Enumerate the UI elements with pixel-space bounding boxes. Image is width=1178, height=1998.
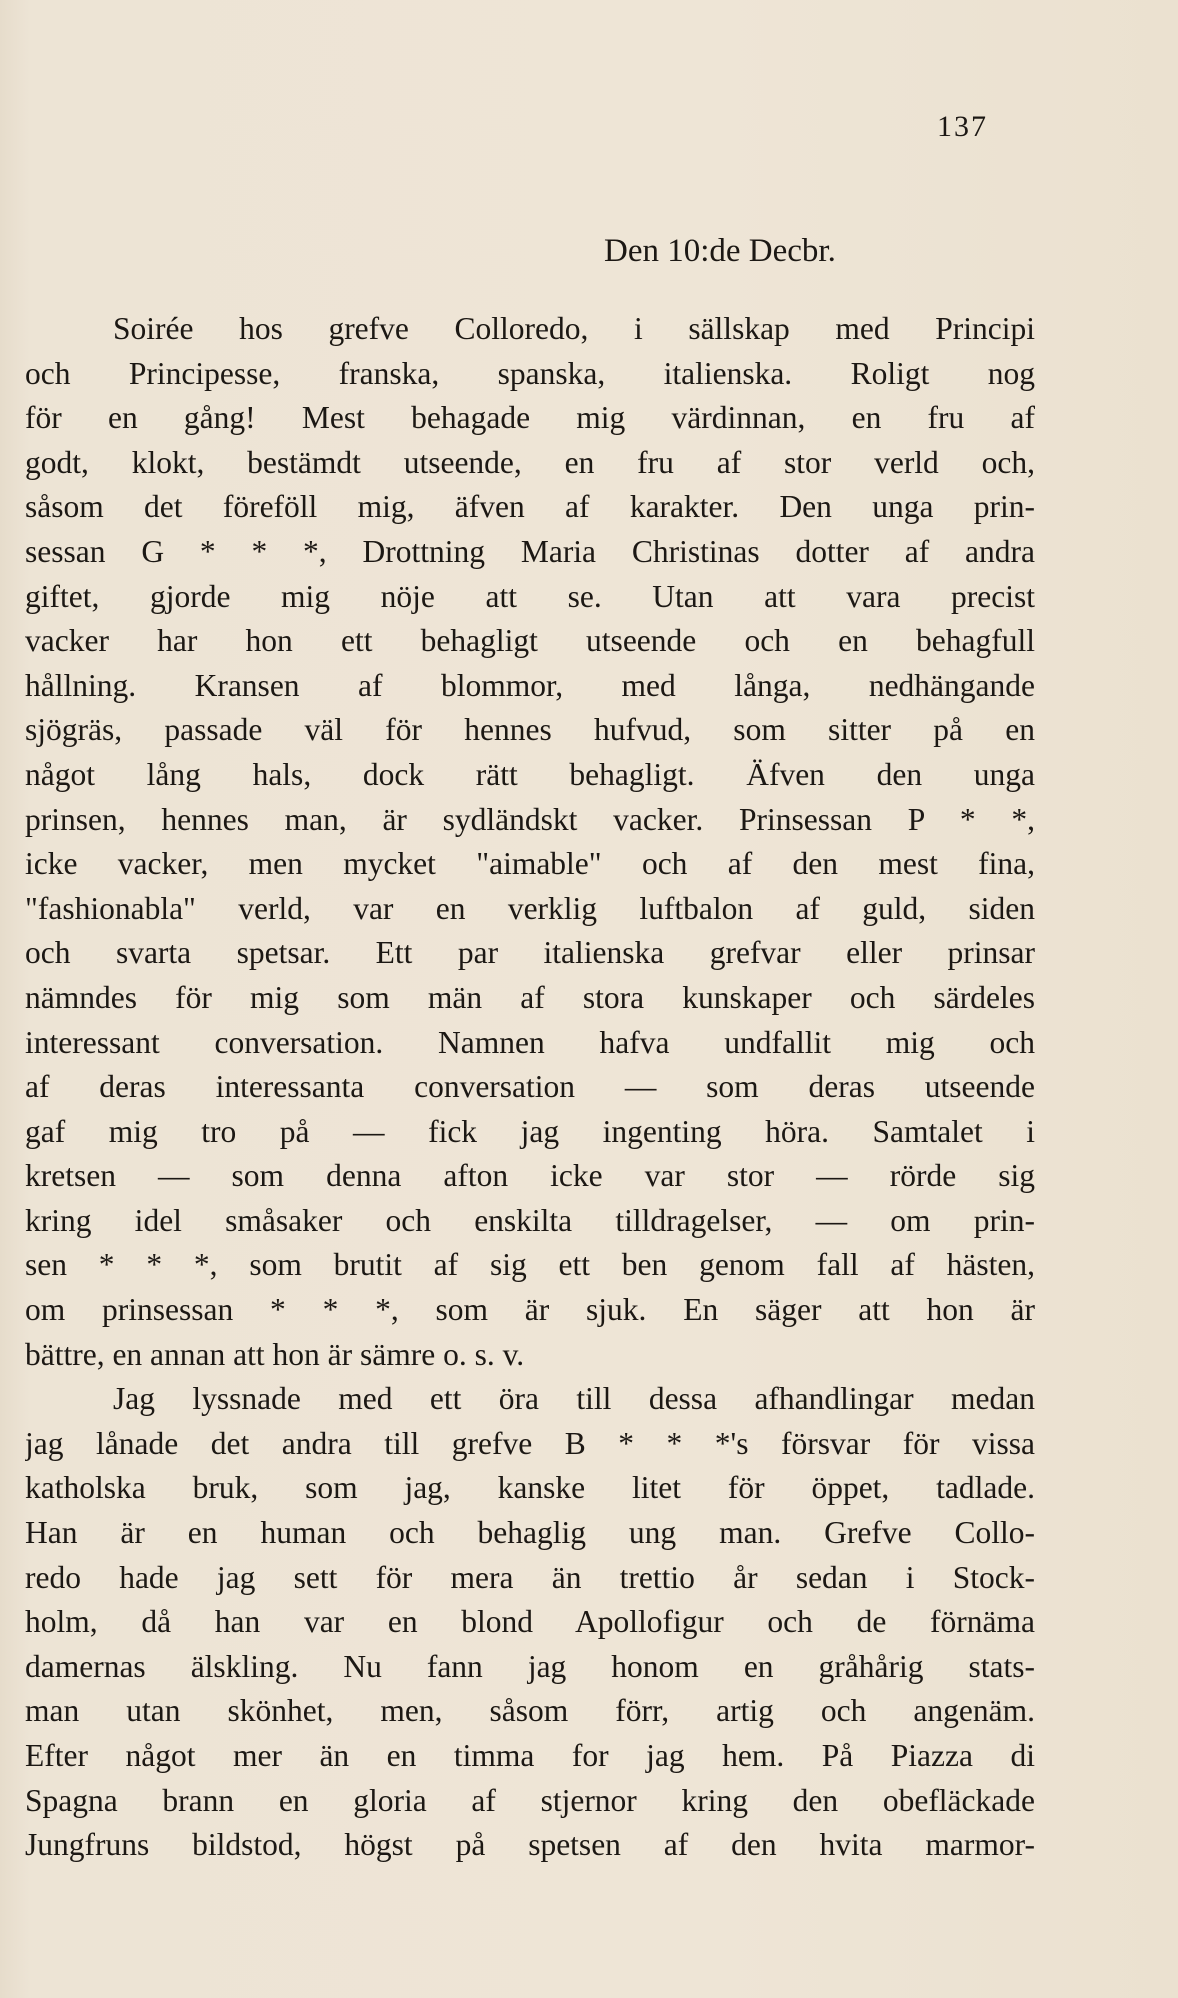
- text-line: hållning. Kransen af blommor, med långa, nedhängande: [25, 667, 1035, 703]
- text-line: Spagna brann en gloria af stjernor kring den obefläckade: [25, 1782, 1035, 1818]
- text-line: icke vacker, men mycket "aimable" och af den mest fina,: [25, 846, 1035, 882]
- text-line: jag lånade det andra till grefve B * * *'s försvar för vissa: [25, 1425, 1035, 1461]
- text-line: katholska bruk, som jag, kanske litet för öppet, tadlade.: [25, 1470, 1035, 1506]
- text-line: sessan G * * *, Drottning Maria Christinas dotter af andra: [25, 533, 1035, 569]
- text-line: kretsen — som denna afton icke var stor — rörde sig: [25, 1158, 1035, 1194]
- text-line: af deras interessanta conversation — som deras utseende: [25, 1069, 1035, 1105]
- text-line: Efter något mer än en timma for jag hem. På Piazza di: [25, 1738, 1035, 1773]
- text-line: Soirée hos grefve Colloredo, i sällskap med Principi: [113, 311, 1035, 346]
- text-line: sjögräs, passade väl för hennes hufvud, som sitter på en: [25, 712, 1035, 748]
- text-line: något lång hals, dock rätt behagligt. Äfven den unga: [25, 756, 1035, 792]
- text-line: nämndes för mig som män af stora kunskaper och särdeles: [25, 979, 1035, 1015]
- text-line: vacker har hon ett behagligt utseende och en behagfull: [25, 623, 1035, 659]
- text-line: godt, klokt, bestämdt utseende, en fru af stor verld och,: [25, 444, 1035, 480]
- body-text: [25, 307, 1035, 1868]
- text-line: gaf mig tro på — fick jag ingenting höra. Samtalet i: [25, 1113, 1035, 1149]
- text-line: Jag lyssnade med ett öra till dessa afhandlingar medan: [113, 1381, 1035, 1417]
- text-line: giftet, gjorde mig nöje att se. Utan att vara precist: [25, 578, 1035, 614]
- text-line: och Principesse, franska, spanska, italienska. Roligt nog: [25, 355, 1035, 391]
- text-line: Jungfruns bildstod, högst på spetsen af den hvita marmor-: [25, 1827, 1035, 1863]
- text-line: och svarta spetsar. Ett par italienska grefvar eller prinsar: [25, 935, 1035, 971]
- text-line: såsom det föreföll mig, äfven af karakter. Den unga prin-: [25, 489, 1035, 525]
- text-line: sen * * *, som brutit af sig ett ben genom fall af hästen,: [25, 1247, 1035, 1283]
- text-line: interessant conversation. Namnen hafva undfallit mig och: [25, 1024, 1035, 1060]
- text-line: prinsen, hennes man, är sydländskt vacker. Prinsessan P * *,: [25, 801, 1035, 837]
- text-line: kring idel småsaker och enskilta tilldragelser, — om prin-: [25, 1202, 1035, 1238]
- text-line: om prinsessan * * *, som är sjuk. En säger att hon är: [25, 1292, 1035, 1328]
- text-line: holm, då han var en blond Apollofigur och de förnäma: [25, 1604, 1035, 1640]
- text-line: damernas älskling. Nu fann jag honom en gråhårig stats-: [25, 1648, 1035, 1684]
- text-line: för en gång! Mest behagade mig värdinnan, en fru af: [25, 400, 1035, 436]
- text-line: Han är en human och behaglig ung man. Grefve Collo-: [25, 1515, 1035, 1551]
- text-line: bättre, en annan att hon är sämre o. s. v.: [25, 1336, 525, 1372]
- diary-date-heading: Den 10:de Decbr.: [604, 233, 836, 269]
- text-line: redo hade jag sett för mera än trettio år sedan i Stock-: [25, 1559, 1035, 1595]
- text-line: man utan skönhet, men, såsom förr, artig och angenäm.: [25, 1693, 1035, 1729]
- page-number: 137: [937, 110, 988, 143]
- text-line: "fashionabla" verld, var en verklig luftbalon af guld, siden: [25, 890, 1035, 926]
